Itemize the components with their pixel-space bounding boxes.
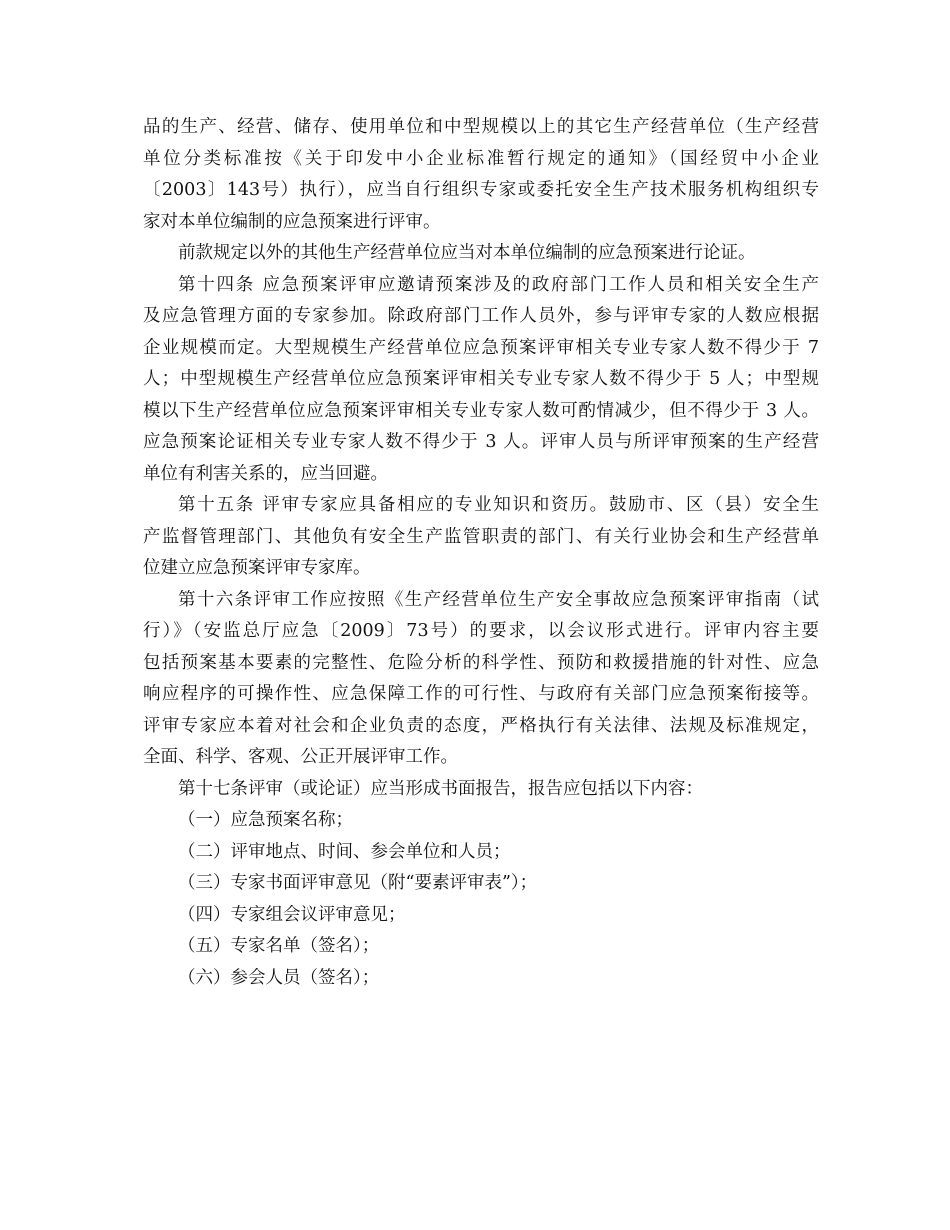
text-line: 模以下生产经营单位应急预案评审相关专业专家人数可酌情减少，但不得少于 3 人。 xyxy=(143,400,819,421)
list-item: （四）专家组会议评审意见； xyxy=(178,904,406,925)
text-line: 位建立应急预案评审专家库。 xyxy=(143,558,371,578)
text-line: 家对本单位编制的应急预案进行评审。 xyxy=(143,211,441,232)
text-line: 包括预案基本要素的完整性、危险分析的科学性、预防和救援措施的针对性、应急 xyxy=(143,652,819,673)
text-line: 企业规模而定。大型规模生产经营单位应急预案评审相关专业专家人数不得少于 7 xyxy=(143,337,819,358)
text-line: 〔2003〕143号）执行），应当自行组织专家或委托安全生产技术服务机构组织专 xyxy=(143,180,819,200)
article-17-line: 第十七条评审（或论证）应当形成书面报告，报告应包括以下内容： xyxy=(178,778,703,799)
article-14-line: 第十四条 应急预案评审应邀请预案涉及的政府部门工作人员和相关安全生产 xyxy=(178,274,819,295)
article-16-line: 第十六条评审工作应按照《生产经营单位生产安全事故应急预案评审指南（试 xyxy=(178,589,819,610)
text-line: 应急预案论证相关专业专家人数不得少于 3 人。评审人员与所评审预案的生产经营 xyxy=(143,432,819,452)
list-item: （二）评审地点、时间、参会单位和人员； xyxy=(178,841,511,862)
text-line: 行）》（安监总厅应急〔2009〕73号）的要求，以会议形式进行。评审内容主要 xyxy=(143,621,819,641)
text-line: 单位有利害关系的，应当回避。 xyxy=(143,463,388,484)
list-item: （一）应急预案名称； xyxy=(178,810,353,830)
article-15-line: 第十五条 评审专家应具备相应的专业知识和资历。鼓励市、区（县）安全生 xyxy=(178,495,819,515)
text-line: 评审专家应本着对社会和企业负责的态度，严格执行有关法律、法规及标准规定， xyxy=(143,715,819,736)
paragraph-line: 前款规定以外的其他生产经营单位应当对本单位编制的应急预案进行论证。 xyxy=(178,243,756,263)
text-line: 品的生产、经营、储存、使用单位和中型规模以上的其它生产经营单位（生产经营 xyxy=(143,117,819,137)
text-line: 及应急管理方面的专家参加。除政府部门工作人员外，参与评审专家的人数应根据 xyxy=(143,306,819,326)
text-line: 全面、科学、客观、公正开展评审工作。 xyxy=(143,747,458,767)
text-line: 产监督管理部门、其他负有安全生产监管职责的部门、有关行业协会和生产经营单 xyxy=(143,526,819,547)
document-body xyxy=(143,112,819,994)
text-line: 单位分类标准按《关于印发中小企业标准暂行规定的通知》（国经贸中小企业 xyxy=(143,148,819,169)
list-item: （六）参会人员（签名）； xyxy=(178,967,380,988)
text-line: 人；中型规模生产经营单位应急预案评审相关专业专家人数不得少于 5 人；中型规 xyxy=(143,369,819,389)
text-line: 响应程序的可操作性、应急保障工作的可行性、与政府有关部门应急预案衔接等。 xyxy=(143,684,819,704)
list-item: （三）专家书面评审意见（附“要素评审表”）； xyxy=(178,873,538,893)
list-item: （五）专家名单（签名）； xyxy=(178,936,380,956)
